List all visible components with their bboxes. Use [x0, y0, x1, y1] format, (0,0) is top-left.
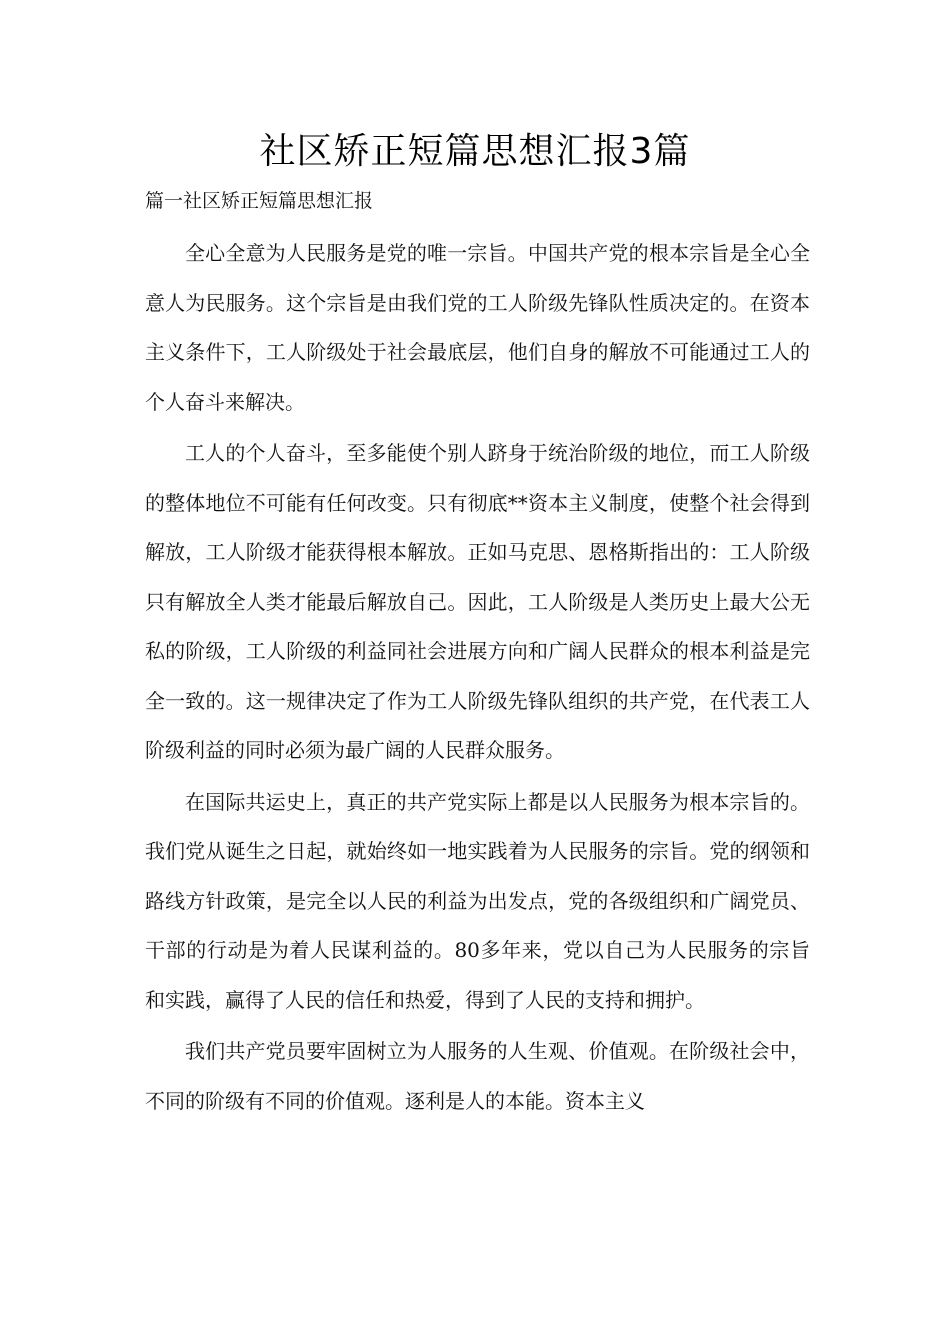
paragraph: 全心全意为人民服务是党的唯一宗旨。中国共产党的根本宗旨是全心全意人为民服务。这个宗旨是由我们党的工人阶级先锋队性质决定的。在资本主义条件下，工人阶级处于社会最底层，他们自身的解放不可能通过工人的个人奋斗来解决。	[145, 241, 810, 414]
document-title: 社区矫正短篇思想汇报3篇	[259, 131, 691, 172]
paragraph: 在国际共运史上，真正的共产党实际上都是以人民服务为根本宗旨的。我们党从诞生之日起，就始终如一地实践着为人民服务的宗旨。党的纲领和路线方针政策，是完全以人民的利益为出发点，党的各级组织和广阔党员、干部的行动是为着人民谋利益的。80多年来，党以自己为人民服务的宗旨和实践，赢得了人民的信任和热爱，得到了人民的支持和拥护。	[145, 789, 810, 1012]
paragraph: 工人的个人奋斗，至多能使个别人跻身于统治阶级的地位，而工人阶级的整体地位不可能有任何改变。只有彻底**资本主义制度，使整个社会得到解放，工人阶级才能获得根本解放。正如马克思、恩格斯指出的：工人阶级只有解放全人类才能最后解放自己。因此，工人阶级是人类历史上最大公无私的阶级，工人阶级的利益同社会进展方向和广阔人民群众的根本利益是完全一致的。这一规律决定了作为工人阶级先锋队组织的共产党，在代表工人阶级利益的同时必须为最广阔的人民群众服务。	[145, 441, 810, 762]
document-body	[145, 229, 810, 1128]
paragraph: 我们共产党员要牢固树立为人服务的人生观、价值观。在阶级社会中，不同的阶级有不同的价值观。逐利是人的本能。资本主义	[145, 1039, 810, 1113]
section-heading: 篇一社区矫正短篇思想汇报	[145, 190, 374, 212]
